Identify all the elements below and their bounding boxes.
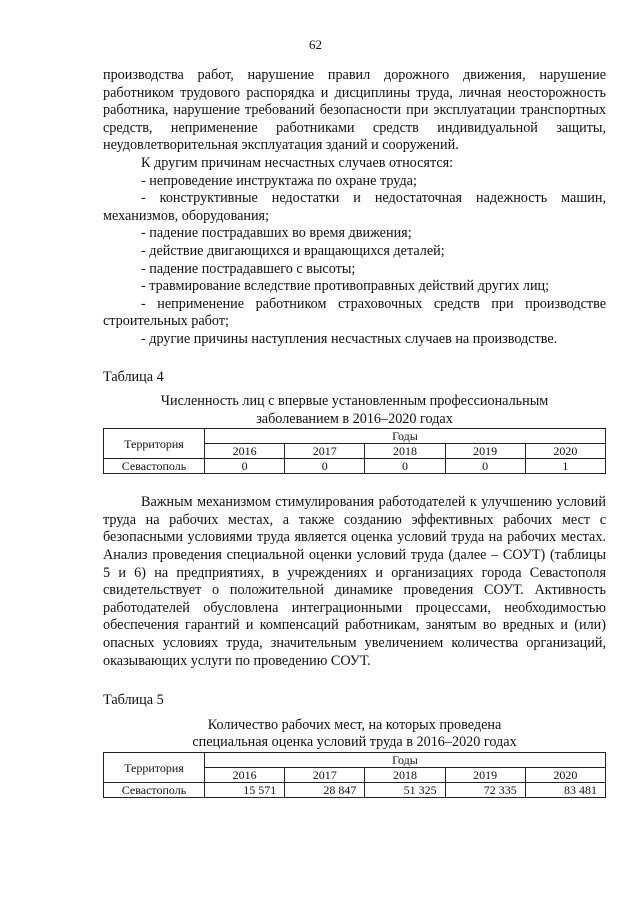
cause-item: - конструктивные недостатки и недостаточная надежность машин, механизмов, оборудования; bbox=[103, 190, 606, 224]
table4-header-years: Годы bbox=[205, 429, 606, 444]
table5-caption bbox=[103, 717, 606, 752]
cause-item: - действие двигающихся и вращающихся деталей; bbox=[141, 242, 445, 259]
table5-row-name: Севастополь bbox=[104, 783, 205, 798]
table4 bbox=[103, 428, 606, 474]
table4-row-name: Севастополь bbox=[104, 459, 205, 474]
intro-paragraph: производства работ, нарушение правил дорожного движения, нарушение работником трудового распорядка и дисциплины труда, личная неосторожность работника, нарушение требований безопасности при эксплуатации транспортных средств, неприменение работниками средств индивидуальной защиты, неудовлетворительная эксплуатация зданий и сооружений. bbox=[103, 67, 606, 154]
table-row bbox=[104, 459, 606, 474]
document-body bbox=[103, 67, 606, 798]
table5-header-years: Годы bbox=[205, 753, 606, 768]
page-number: 62 bbox=[309, 37, 322, 52]
cause-item: - неприменение работником страховочных средств при производстве строительных работ; bbox=[103, 295, 606, 330]
table4-cell: 0 bbox=[205, 459, 285, 474]
table5-caption-line1: Количество рабочих мест, на которых проведена bbox=[207, 716, 502, 733]
table5-cell: 83 481 bbox=[525, 783, 605, 798]
table4-caption-line1: Численность лиц с впервые установленным профессиональным bbox=[160, 393, 549, 410]
table5 bbox=[103, 752, 606, 798]
table4-label: Таблица 4 bbox=[103, 368, 164, 385]
table4-year: 2019 bbox=[445, 444, 525, 459]
table5-cell: 72 335 bbox=[445, 783, 525, 798]
main-paragraph: Важным механизмом стимулирования работодателей к улучшению условий труда на рабочих местах, а также созданию эффективных рабочих мест с безопасными условиями труда является оценка условий труда на рабочих местах. Анализ проведения специальной оценки условий труда (далее – СОУТ) (таблицы 5 и 6) на предприятиях, в учреждениях и организациях города Севастополя свидетельствует о положительной динамике проведения СОУТ. Активность работодателей обусловлена интеграционными процессами, необходимостью обеспечения гарантий и компенсаций работникам, занятым во вредных и (или) опасных условиях труда, значительным увеличением количества организаций, оказывающих услуги по проведению СОУТ. bbox=[103, 494, 606, 669]
table4-year: 2018 bbox=[365, 444, 445, 459]
table5-header-territory: Территория bbox=[104, 753, 205, 783]
cause-item: - непроведение инструктажа по охране труда; bbox=[141, 172, 417, 189]
table4-cell: 1 bbox=[525, 459, 605, 474]
table4-cell: 0 bbox=[365, 459, 445, 474]
table5-cell: 15 571 bbox=[205, 783, 285, 798]
table-row bbox=[104, 783, 606, 798]
table5-cell: 51 325 bbox=[365, 783, 445, 798]
table5-year: 2019 bbox=[445, 768, 525, 783]
table5-year: 2018 bbox=[365, 768, 445, 783]
table4-header-territory: Территория bbox=[104, 429, 205, 459]
table4-cell: 0 bbox=[285, 459, 365, 474]
table5-caption-line2: специальная оценка условий труда в 2016–2020 годах bbox=[192, 734, 517, 751]
table4-caption-line2: заболеванием в 2016–2020 годах bbox=[256, 410, 453, 427]
table4-year: 2017 bbox=[285, 444, 365, 459]
table5-year: 2020 bbox=[525, 768, 605, 783]
cause-item: - другие причины наступления несчастных случаев на производстве. bbox=[141, 330, 558, 347]
table4-year: 2020 bbox=[525, 444, 605, 459]
cause-item: - травмирование вследствие противоправных действий других лиц; bbox=[141, 278, 550, 295]
table5-cell: 28 847 bbox=[285, 783, 365, 798]
cause-item: - падение пострадавшего с высоты; bbox=[141, 260, 356, 277]
table4-cell: 0 bbox=[445, 459, 525, 474]
other-causes-heading: К другим причинам несчастных случаев относятся: bbox=[141, 154, 454, 171]
table5-year: 2017 bbox=[285, 768, 365, 783]
table5-year: 2016 bbox=[205, 768, 285, 783]
cause-item: - падение пострадавших во время движения; bbox=[141, 225, 412, 242]
table4-caption bbox=[103, 393, 606, 428]
table5-label: Таблица 5 bbox=[103, 692, 164, 709]
table4-year: 2016 bbox=[205, 444, 285, 459]
